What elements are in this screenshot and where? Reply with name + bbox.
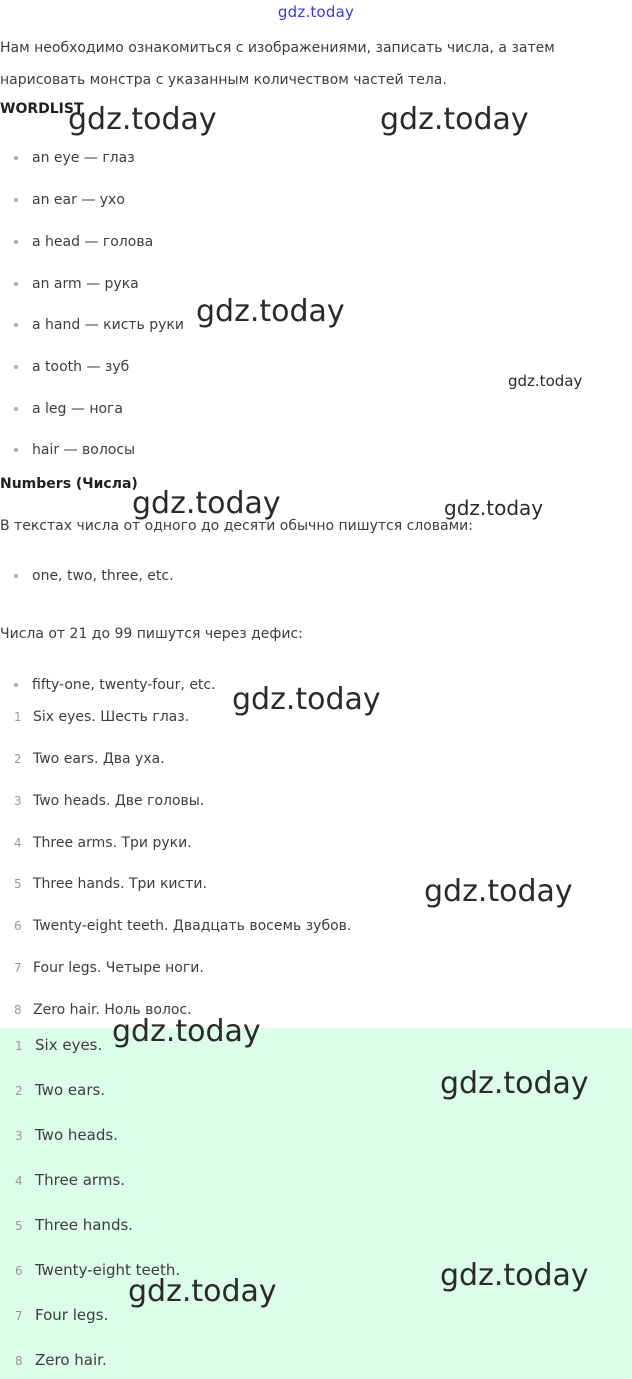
watermark: gdz.today — [132, 486, 281, 521]
answer-item: 4 Three arms. — [15, 1171, 126, 1189]
bullet-icon — [14, 198, 18, 202]
watermark: gdz.today — [424, 874, 573, 909]
watermark: gdz.today — [508, 372, 583, 390]
watermark: gdz.today — [380, 102, 529, 137]
list-item: 1 Six eyes. Шесть глаз. — [14, 709, 190, 725]
list-item: a head — голова — [14, 234, 614, 250]
watermark: gdz.today — [440, 1066, 589, 1101]
answer-item: 6 Twenty-eight teeth. — [15, 1261, 181, 1279]
list-item: 5 Three hands. Три кисти. — [14, 876, 207, 892]
numbers-heading: Numbers (Числа) — [0, 476, 138, 492]
bullet-icon — [14, 323, 18, 327]
list-item: 7 Four legs. Четыре ноги. — [14, 960, 204, 976]
list-item: 6 Twenty-eight teeth. Двадцать восемь зубов. — [14, 918, 352, 934]
list-item: hair — волосы — [14, 442, 614, 458]
list-item: one, two, three, etc. — [14, 568, 614, 584]
watermark: gdz.today — [112, 1014, 261, 1049]
answer-item: 2 Two ears. — [15, 1081, 106, 1099]
watermark: gdz.today — [232, 682, 381, 717]
intro-text: Нам необходимо ознакомиться с изображениями, записать числа, а затем нарисовать монстра с указанным количеством частей тела. — [0, 40, 555, 88]
answer-item: 7 Four legs. — [15, 1306, 109, 1324]
bullet-icon — [14, 282, 18, 286]
bullet-icon — [14, 448, 18, 452]
bullet-icon — [14, 240, 18, 244]
numbers-rule-2: Числа от 21 до 99 пишутся через дефис: — [0, 626, 303, 642]
watermark: gdz.today — [444, 496, 544, 520]
list-item: 3 Two heads. Две головы. — [14, 793, 205, 809]
list-item: 2 Two ears. Два уха. — [14, 751, 165, 767]
bullet-icon — [14, 574, 18, 578]
bullet-icon — [14, 365, 18, 369]
answer-item: 5 Three hands. — [15, 1216, 134, 1234]
watermark: gdz.today — [440, 1258, 589, 1293]
list-item: a hand — кисть руки — [14, 317, 614, 333]
bullet-icon — [14, 407, 18, 411]
watermark: gdz.today — [196, 294, 345, 329]
list-item: a leg — нога — [14, 401, 614, 417]
list-item: fifty-one, twenty-four, etc. — [14, 677, 614, 693]
watermark: gdz.today — [128, 1274, 277, 1309]
site-logo[interactable]: gdz.today — [277, 3, 355, 21]
list-item: an ear — ухо — [14, 192, 614, 208]
list-item: a tooth — зуб — [14, 359, 614, 375]
bullet-icon — [14, 683, 18, 687]
list-item: an arm — рука — [14, 276, 614, 292]
bullet-icon — [14, 156, 18, 160]
list-item: 4 Three arms. Три руки. — [14, 835, 192, 851]
answer-item: 8 Zero hair. — [15, 1351, 107, 1369]
watermark: gdz.today — [68, 102, 217, 137]
answer-item: 1 Six eyes. — [15, 1036, 103, 1054]
list-item: an eye — глаз — [14, 150, 614, 166]
list-item: 8 Zero hair. Ноль волос. — [14, 1002, 192, 1018]
wordlist-heading: WORDLIST — [0, 101, 84, 117]
answer-item: 3 Two heads. — [15, 1126, 118, 1144]
numbers-rule-1: В текстах числа от одного до десяти обычно пишутся словами: — [0, 518, 473, 534]
